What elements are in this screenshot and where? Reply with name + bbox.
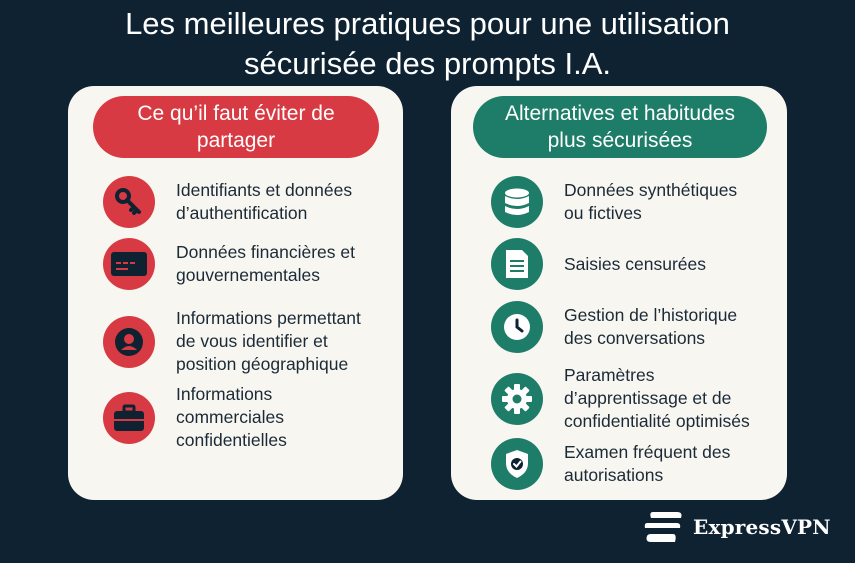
list-item-label: Identifiants et données d’authentification: [176, 180, 353, 223]
safer-habits-heading: Alternatives et habitudes plus sécurisées: [473, 96, 767, 158]
briefcase-icon: [103, 392, 155, 444]
list-item-history: [451, 301, 794, 353]
list-item-label: Saisies censurées: [564, 253, 707, 274]
list-item-label: Gestion de l’historique des conversations: [564, 305, 738, 348]
list-item-label: Paramètres d’apprentissage et de confidentialité optimisés: [564, 365, 750, 431]
document-icon: [491, 238, 543, 290]
clock-icon: [491, 301, 543, 353]
list-item-redacted-inputs: [451, 238, 794, 290]
page-title: Les meilleures pratiques pour une utilisation sécurisée des prompts I.A.: [125, 6, 730, 81]
list-item-permissions: [451, 438, 794, 490]
list-item-privacy-settings: [451, 364, 794, 433]
list-item-credentials: [68, 176, 406, 228]
list-item-label: Données synthétiques ou fictives: [564, 180, 738, 223]
credit-card-icon: [103, 238, 155, 290]
list-item-label: Examen fréquent des autorisations: [564, 442, 731, 485]
avoid-sharing-heading: Ce qu’il faut éviter de partager: [93, 96, 379, 158]
database-icon: [491, 176, 543, 228]
expressvpn-mark-icon: [643, 510, 683, 544]
list-item-synthetic-data: [451, 176, 794, 228]
shield-check-icon: [491, 438, 543, 490]
list-item-personal-info: [68, 307, 406, 376]
safer-habits-card: [451, 86, 787, 500]
list-item-financial: [68, 238, 406, 290]
key-icon: [103, 176, 155, 228]
gear-icon: [491, 373, 543, 425]
expressvpn-logo: [643, 510, 831, 544]
list-item-label: Données financières et gouvernementales: [176, 242, 355, 285]
list-item-label: Informations commerciales confidentielles: [176, 384, 287, 450]
user-icon: [103, 316, 155, 368]
brand-name: ExpressVPN: [693, 515, 831, 539]
list-item-business-info: [68, 383, 406, 452]
list-item-label: Informations permettant de vous identifier et position géographique: [176, 308, 361, 374]
avoid-sharing-card: [68, 86, 403, 500]
